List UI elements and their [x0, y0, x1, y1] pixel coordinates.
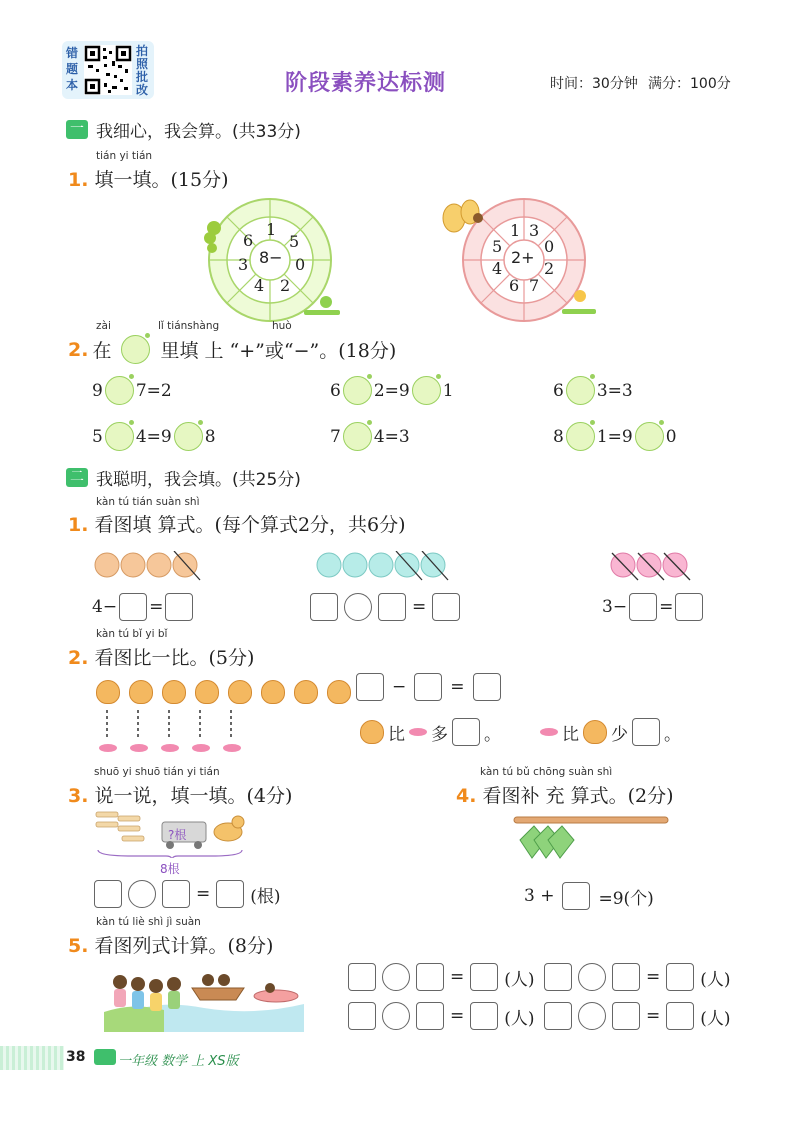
equals: = — [646, 1006, 661, 1026]
operator-blank[interactable] — [635, 422, 664, 451]
q7-heading — [68, 931, 273, 958]
unit-gen: (根) — [250, 886, 281, 907]
section-1-title: 我细心，我会算。(共33分) — [96, 122, 301, 142]
answer-box[interactable] — [470, 1002, 498, 1030]
q1-text: 填一填。(15分) — [94, 169, 229, 191]
cat-icon — [195, 680, 219, 704]
answer-box[interactable] — [162, 880, 190, 908]
q2-item — [92, 422, 216, 451]
answer-box[interactable] — [666, 963, 694, 991]
footer-brand: 一年级 数学 上 XS版 — [118, 1054, 239, 1069]
truck-label: ?根 — [168, 828, 187, 842]
q2-item — [553, 422, 677, 451]
fish-icon — [192, 744, 210, 752]
operand: 8 — [553, 426, 564, 447]
operand: 7 — [330, 426, 341, 447]
wheel-left-number: 3 — [238, 255, 249, 274]
fish-icon — [161, 744, 179, 752]
q4-number: 2. — [68, 647, 89, 669]
q3-pinyin: kàn tú tián suàn shì — [96, 496, 200, 508]
q1-pinyin: tián yi tián — [96, 150, 153, 162]
answer-box[interactable] — [165, 593, 193, 621]
operand: 8 — [204, 426, 216, 447]
answer-box[interactable] — [666, 1002, 694, 1030]
answer-box[interactable] — [612, 1002, 640, 1030]
fish-icon — [540, 728, 558, 736]
q5-pinyin: shuō yi shuō tián yi tián — [94, 766, 220, 778]
operand: 7=2 — [135, 380, 172, 401]
section-2-badge: 二 — [66, 468, 88, 487]
ball-group-a-graphic — [94, 551, 210, 581]
wheel-right-number: 3 — [529, 221, 540, 240]
answer-box[interactable] — [348, 1002, 376, 1030]
answer-box[interactable] — [416, 1002, 444, 1030]
equals: = — [450, 967, 465, 987]
qr-badge[interactable] — [62, 41, 154, 99]
operator-blank[interactable] — [412, 376, 441, 405]
child-icon — [113, 975, 181, 1011]
answer-bubble-icon — [121, 335, 150, 364]
answer-box[interactable] — [470, 963, 498, 991]
answer-box[interactable] — [562, 882, 590, 910]
equals: = — [196, 884, 211, 904]
answer-box[interactable] — [348, 963, 376, 991]
operand: 0 — [665, 426, 677, 447]
answer-box[interactable] — [629, 593, 657, 621]
q6-eq-right: =9(个) — [598, 888, 654, 909]
q1-heading — [68, 165, 229, 192]
q3-c-prefix: 3− — [602, 597, 628, 617]
answer-box[interactable] — [416, 963, 444, 991]
raft-icon — [254, 983, 298, 1002]
q7-equation — [544, 1002, 731, 1030]
equals: = — [450, 677, 465, 697]
q7-equation — [348, 1002, 535, 1030]
q4-compare-more — [360, 718, 501, 746]
wheel-left-number: 4 — [254, 276, 265, 295]
operand: 1=9 — [596, 426, 633, 447]
q2-item — [330, 376, 454, 405]
q2-pinyin-li: lǐ tiánshàng — [158, 320, 220, 332]
wheel-right-number: 4 — [492, 259, 503, 278]
dog-icon — [214, 816, 244, 841]
answer-box[interactable] — [310, 593, 338, 621]
q4-equation — [356, 673, 501, 701]
wheel-right-center: 2+ — [511, 248, 535, 267]
footer-band — [0, 1046, 64, 1070]
period: 。 — [664, 724, 681, 745]
section-1-badge: 一 — [66, 120, 88, 139]
q6-equation — [524, 882, 654, 910]
q7-equation — [544, 963, 731, 991]
children-boat-illustration — [104, 956, 304, 1032]
equals: = — [646, 967, 661, 987]
q2-item — [553, 376, 633, 405]
qr-code-icon — [84, 45, 132, 95]
wheel-right-number: 5 — [492, 237, 503, 256]
q2-text-pre: 在 — [92, 340, 112, 362]
word-bi: 比 — [388, 724, 405, 745]
operand: 3=3 — [596, 380, 633, 401]
wheel-left-center: 8− — [259, 248, 283, 267]
page-title: 阶段素养达标测 — [285, 71, 447, 96]
q2-item — [92, 376, 172, 405]
operator-blank[interactable] — [382, 1002, 410, 1030]
wheel-right-number: 0 — [544, 237, 555, 256]
operand: 4=9 — [135, 426, 172, 447]
answer-box[interactable] — [414, 673, 442, 701]
answer-box[interactable] — [432, 593, 460, 621]
ball-group-b-graphic — [316, 551, 458, 581]
unit-ren: (人) — [700, 1008, 731, 1029]
q6-pinyin: kàn tú bǔ chōng suàn shì — [480, 766, 613, 778]
fish-row — [99, 744, 241, 752]
operator-blank[interactable] — [105, 376, 134, 405]
ball-group-b — [316, 551, 458, 581]
cat-icon — [96, 680, 120, 704]
ball-group-a — [94, 551, 210, 581]
boat-icon — [192, 974, 244, 1000]
q7-pinyin: kàn tú liè shì jì suàn — [96, 916, 201, 928]
unit-ren: (人) — [504, 1008, 535, 1029]
q3-equation-b — [310, 593, 460, 621]
answer-box[interactable] — [473, 673, 501, 701]
match-dotted-lines — [96, 708, 256, 740]
answer-box[interactable] — [378, 593, 406, 621]
q3-a-prefix: 4− — [92, 597, 118, 617]
period: 。 — [484, 724, 501, 745]
cat-icon — [162, 680, 186, 704]
answer-box[interactable] — [544, 963, 572, 991]
brand-logo-icon — [94, 1049, 116, 1065]
operator-blank[interactable] — [578, 963, 606, 991]
wheel-right-number: 1 — [510, 221, 521, 240]
equals: = — [149, 597, 164, 617]
wheel-right[interactable] — [440, 196, 600, 324]
q6-eq-left: 3 + — [524, 886, 555, 906]
section-2-header — [66, 465, 301, 490]
q7-text: 看图列式计算。(8分) — [94, 935, 274, 957]
cats-row — [96, 680, 351, 704]
zongzi-rack-illustration — [512, 814, 672, 862]
q5-equation — [94, 880, 281, 908]
operator-blank[interactable] — [343, 422, 372, 451]
wheel-left-number: 0 — [295, 255, 306, 274]
q2-pinyin-huo: huò — [272, 320, 292, 332]
operator-blank[interactable] — [105, 422, 134, 451]
operand: 4=3 — [373, 426, 410, 447]
wheel-left-number: 5 — [289, 232, 300, 251]
q6-text: 看图补 充 算式。(2分) — [482, 785, 674, 807]
section-1-header — [66, 117, 301, 142]
equals: = — [412, 597, 427, 617]
ball-group-c-graphic — [610, 551, 700, 581]
cat-icon — [327, 680, 351, 704]
wheel-left-number: 1 — [266, 220, 277, 239]
operator-blank[interactable] — [566, 376, 595, 405]
wheel-right-number: 6 — [509, 276, 520, 295]
q2-item — [330, 422, 410, 451]
brace-label: 8根 — [160, 862, 180, 876]
q6-number: 4. — [456, 785, 477, 807]
operator-blank[interactable] — [566, 422, 595, 451]
wheel-left[interactable] — [196, 198, 346, 323]
q7-number: 5. — [68, 935, 89, 957]
q5-text: 说一说，填一填。(4分) — [94, 785, 293, 807]
operand: 6 — [330, 380, 341, 401]
full-score: 满分：100分 — [648, 76, 731, 92]
cat-icon — [261, 680, 285, 704]
word-bi: 比 — [562, 724, 579, 745]
operand: 5 — [92, 426, 103, 447]
qr-left-label: 错题本 — [66, 46, 79, 92]
operand: 9 — [92, 380, 103, 401]
q7-equation — [348, 963, 535, 991]
fish-icon — [223, 744, 241, 752]
q4-pinyin: kàn tú bǐ yi bǐ — [96, 628, 168, 640]
wheel-right-number: 2 — [544, 259, 555, 278]
answer-box[interactable] — [119, 593, 147, 621]
answer-box[interactable] — [94, 880, 122, 908]
operator-blank[interactable] — [578, 1002, 606, 1030]
q4-compare-less — [540, 718, 681, 746]
q5-heading — [68, 781, 292, 808]
q5-number: 3. — [68, 785, 89, 807]
q4-heading — [68, 643, 254, 670]
q1-number: 1. — [68, 169, 89, 191]
answer-box[interactable] — [632, 718, 660, 746]
operator-blank[interactable] — [128, 880, 156, 908]
wheel-left-number: 2 — [280, 276, 291, 295]
fish-icon — [99, 744, 117, 752]
q2-number: 2. — [68, 338, 89, 361]
word-shao: 少 — [611, 724, 628, 745]
cat-icon — [129, 680, 153, 704]
q6-heading — [456, 781, 674, 808]
q3-number: 1. — [68, 514, 89, 536]
operator-blank[interactable] — [174, 422, 203, 451]
q2-heading — [68, 335, 396, 364]
fish-icon — [409, 728, 427, 736]
q2-pinyin-zai: zài — [96, 320, 111, 332]
wheel-right-number: 7 — [529, 276, 540, 295]
cat-icon — [583, 720, 607, 744]
ball-group-c — [610, 551, 700, 581]
answer-box[interactable] — [452, 718, 480, 746]
equals: = — [450, 1006, 465, 1026]
q3-equation-c — [602, 593, 703, 621]
q4-text: 看图比一比。(5分) — [94, 647, 255, 669]
operator-blank[interactable] — [344, 593, 372, 621]
answer-box[interactable] — [356, 673, 384, 701]
q3-equation-a — [92, 593, 193, 621]
operand: 6 — [553, 380, 564, 401]
q2-text-post: 里填 上 “+”或“−”。(18分) — [160, 340, 397, 362]
section-2-title: 我聪明，我会填。(共25分) — [96, 470, 301, 490]
cat-icon — [294, 680, 318, 704]
q3-heading — [68, 510, 406, 537]
fish-icon — [130, 744, 148, 752]
minus: − — [392, 677, 407, 697]
cat-icon — [228, 680, 252, 704]
answer-box[interactable] — [675, 593, 703, 621]
operator-blank[interactable] — [382, 963, 410, 991]
answer-box[interactable] — [216, 880, 244, 908]
time-limit: 时间：30分钟 — [550, 76, 638, 92]
equals: = — [659, 597, 674, 617]
wheel-left-number: 6 — [243, 231, 254, 250]
operand: 2=9 — [373, 380, 410, 401]
word-duo: 多 — [431, 724, 448, 745]
cat-icon — [360, 720, 384, 744]
unit-ren: (人) — [700, 969, 731, 990]
answer-box[interactable] — [544, 1002, 572, 1030]
qr-right-label: 拍照批改 — [136, 44, 149, 97]
operand: 1 — [442, 380, 454, 401]
page-number: 38 — [66, 1049, 86, 1065]
unit-ren: (人) — [504, 969, 535, 990]
answer-box[interactable] — [612, 963, 640, 991]
q3-text: 看图填 算式。(每个算式2分，共6分) — [94, 514, 406, 536]
operator-blank[interactable] — [343, 376, 372, 405]
